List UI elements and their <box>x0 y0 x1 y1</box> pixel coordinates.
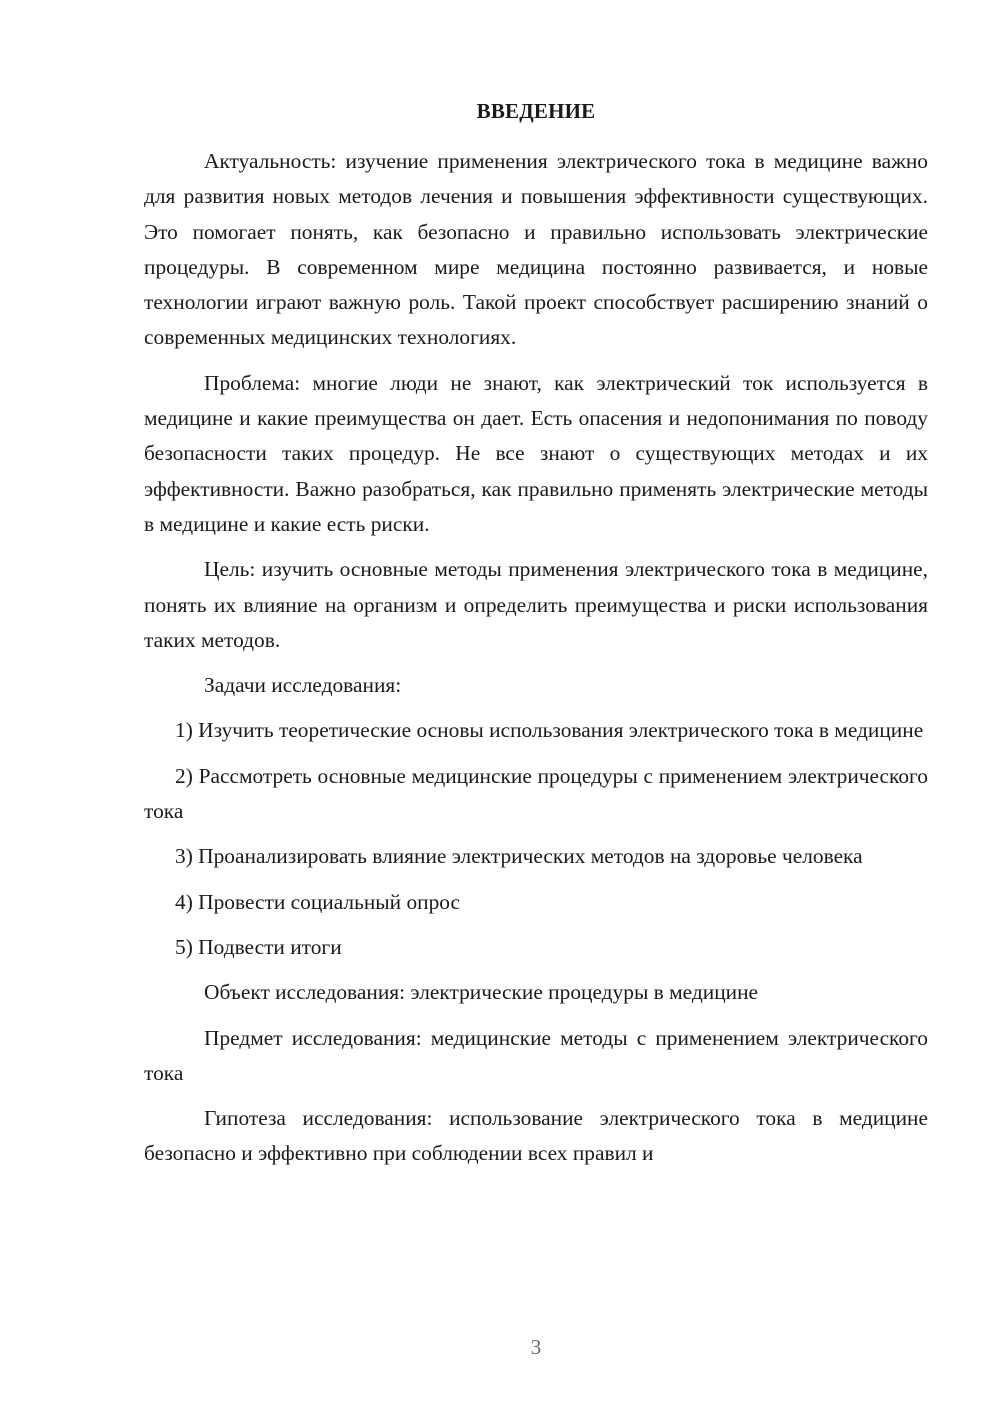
task-item-5: 5) Подвести итоги <box>175 934 342 959</box>
hypothesis-paragraph: Гипотеза исследования: использование электрического тока в медицине безопасно и эффективно при соблюдении всех правил и <box>144 1106 928 1166</box>
problem-paragraph: Проблема: многие люди не знают, как электрический ток используется в медицине и какие преимущества он дает. Есть опасения и недопонимания по поводу безопасности таких процедур. Не все знают о существующих методах и их эффективности. Важно разобраться, как правильно применять электрические методы в медицине и какие есть риски. <box>144 370 928 536</box>
document-body <box>144 144 928 1172</box>
relevance-paragraph: Актуальность: изучение применения электрического тока в медицине важно для развития новых методов лечения и повышения эффективности существующих. Это помогает понять, как безопасно и правильно использовать электрические процедуры. В современном мире медицина постоянно развивается, и новые технологии играют важную роль. Такой проект способствует расширению знаний о современных медицинских технологиях. <box>144 149 928 350</box>
document-page <box>144 0 928 1414</box>
page-number: 3 <box>530 1335 542 1359</box>
task-item-1: 1) Изучить теоретические основы использования электрического тока в медицине <box>175 718 924 743</box>
task-item-3: 3) Проанализировать влияние электрических методов на здоровье человека <box>175 844 863 869</box>
subject-paragraph: Предмет исследования: медицинские методы с применением электрического тока <box>144 1025 928 1085</box>
task-item-4: 4) Провести социальный опрос <box>175 889 461 914</box>
goal-paragraph: Цель: изучить основные методы применения электрического тока в медицине, понять их влияние на организм и определить преимущества и риски использования таких методов. <box>144 557 928 652</box>
object-paragraph: Объект исследования: электрические процедуры в медицине <box>204 980 759 1005</box>
task-item-2: 2) Рассмотреть основные медицинские процедуры с применением электрического тока <box>144 763 928 824</box>
tasks-heading: Задачи исследования: <box>204 673 402 698</box>
section-heading: ВВЕДЕНИЕ <box>476 99 596 123</box>
